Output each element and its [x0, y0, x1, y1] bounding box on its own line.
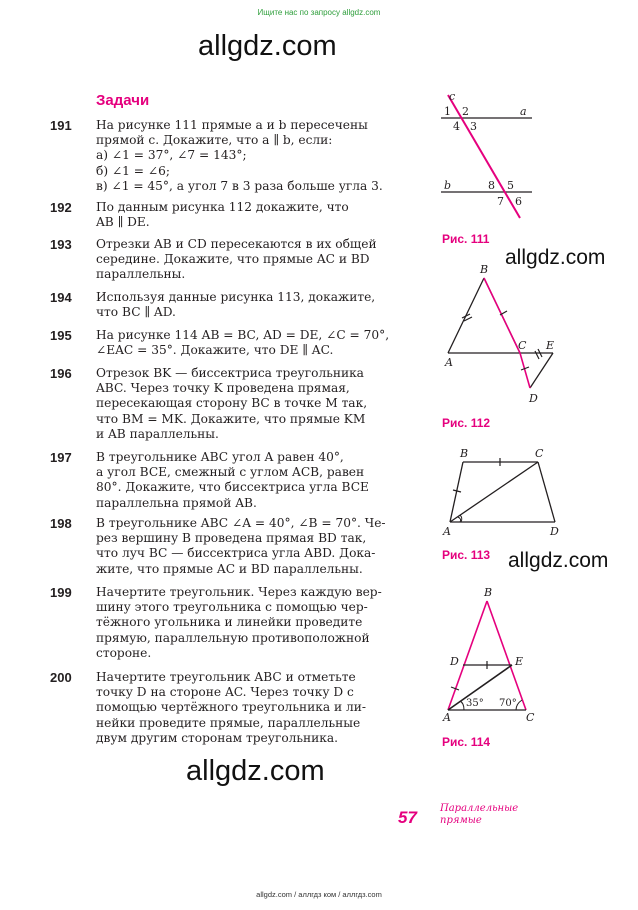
- problem-number: 195: [50, 328, 72, 343]
- problem-line: а) ∠1 = 37°, ∠7 = 143°;: [96, 148, 247, 163]
- problem-191: [50, 118, 422, 194]
- problem-line: Отрезок BK — биссектриса треугольника: [96, 366, 364, 380]
- problem-line: прямой c. Докажите, что a ∥ b, если:: [96, 133, 333, 148]
- angle-value-70: 70°: [499, 698, 517, 709]
- figure-112: [436, 260, 566, 410]
- problem-line: точку D на стороне AC. Через точку D с: [96, 685, 354, 700]
- diagonal-AC: [450, 462, 538, 522]
- footer-links: allgdz.com / аллгдз ком / аллгдз.com: [256, 890, 382, 899]
- watermark: allgdz.com: [198, 30, 337, 62]
- problem-number: 197: [50, 450, 72, 465]
- problem-195: [50, 328, 422, 358]
- angle-label-5: 5: [507, 179, 514, 192]
- vertex-E: E: [515, 655, 524, 668]
- problem-number: 196: [50, 366, 72, 381]
- line-c: [448, 95, 520, 218]
- segment-CD: [538, 462, 555, 522]
- problem-line: рез вершину B проведена прямая BD так,: [96, 531, 367, 546]
- vertex-A: A: [443, 711, 451, 724]
- problem-line: пересекающая сторону BC в точке M так,: [96, 396, 368, 411]
- problem-number: 193: [50, 237, 72, 252]
- problem-line: 80°. Докажите, что биссектриса угла BCE: [96, 480, 369, 495]
- problem-line: Отрезки AB и CD пересекаются в их общей: [96, 237, 377, 251]
- problem-line: двум другим сторонам треугольника.: [96, 730, 339, 745]
- problem-192: [50, 200, 422, 230]
- problem-line: ABC. Через точку K проведена прямая,: [96, 381, 350, 396]
- problem-number: 200: [50, 670, 72, 685]
- section-title-line: Параллельные: [440, 803, 519, 814]
- problem-line: параллельны.: [96, 267, 186, 282]
- problem-line: В треугольнике ABC ∠A = 40°, ∠B = 70°. Че-: [96, 516, 386, 530]
- angle-value-35: 35°: [466, 698, 484, 709]
- problem-number: 192: [50, 200, 72, 215]
- vertex-D: D: [450, 655, 459, 668]
- angle-arc: [460, 701, 464, 710]
- segment-ED: [530, 353, 553, 388]
- problem-line: а угол BCE, смежный с углом ACB, равен: [96, 465, 365, 480]
- problem-200: [50, 670, 422, 746]
- problem-line: жите, что прямые AC и BD параллельны.: [96, 561, 363, 576]
- problem-line: Используя данные рисунка 113, докажите,: [96, 290, 376, 304]
- problem-line: что луч BC — биссектриса угла ABD. Дока-: [96, 546, 376, 561]
- figure-113: [436, 442, 566, 542]
- problem-line: В треугольнике ABC угол A равен 40°,: [96, 450, 344, 464]
- page-number: 57: [398, 808, 417, 827]
- problem-line: AB ∥ DE.: [96, 215, 150, 230]
- problem-number: 191: [50, 118, 72, 133]
- problem-line: параллельна прямой AB.: [96, 495, 257, 510]
- figure-caption-112: Рис. 112: [442, 416, 491, 430]
- figure-caption-111: Рис. 111: [442, 232, 490, 246]
- vertex-B: B: [480, 263, 489, 276]
- vertex-C: C: [518, 339, 527, 352]
- watermark: allgdz.com: [508, 549, 609, 572]
- problem-line: стороне.: [96, 645, 152, 660]
- problem-199: [50, 585, 422, 661]
- section-heading: Задачи: [96, 92, 150, 109]
- angle-label-2: 2: [462, 105, 469, 118]
- vertex-A: A: [445, 356, 453, 369]
- watermark: allgdz.com: [186, 755, 325, 787]
- section-title: [440, 803, 518, 827]
- angle-label-8: 8: [488, 179, 495, 192]
- vertex-D: D: [529, 392, 538, 405]
- problem-line: ∠EAC = 35°. Докажите, что DE ∥ AC.: [96, 343, 334, 358]
- figure-114: [436, 584, 546, 729]
- watermark: allgdz.com: [505, 246, 606, 269]
- angle-arc: [458, 517, 461, 522]
- problem-line: шину этого треугольника с помощью чер-: [96, 600, 368, 615]
- section-title-line: прямые: [440, 815, 482, 826]
- problem-line: и AB параллельны.: [96, 426, 219, 441]
- angle-label-7: 7: [497, 195, 504, 208]
- problem-line: середине. Докажите, что прямые AC и BD: [96, 252, 370, 267]
- problem-196: [50, 366, 422, 442]
- vertex-B: B: [460, 447, 469, 460]
- figure-111: [436, 90, 536, 225]
- problem-line: нейки проведите прямые, параллельные: [96, 715, 361, 730]
- problem-number: 194: [50, 290, 72, 305]
- segment-BC-accent: [484, 278, 520, 353]
- figure-caption-113: Рис. 113: [442, 548, 491, 562]
- problem-line: что BC ∥ AD.: [96, 305, 176, 320]
- tick-mark: [535, 351, 539, 359]
- problem-number: 199: [50, 585, 72, 600]
- problem-line: Начертите треугольник. Через каждую вер-: [96, 585, 382, 599]
- angle-arc: [516, 700, 522, 710]
- label-a: a: [520, 105, 527, 118]
- problem-line: тёжного угольника и линейки проведите: [96, 615, 363, 630]
- top-search-note: Ищите нас по запросу allgdz.com: [257, 8, 381, 17]
- problem-194: [50, 290, 422, 320]
- vertex-C: C: [535, 447, 544, 460]
- figure-caption-114: Рис. 114: [442, 735, 491, 749]
- problem-line: б) ∠1 = ∠6;: [96, 163, 170, 178]
- problem-line: По данным рисунка 112 докажите, что: [96, 200, 349, 214]
- problem-number: 198: [50, 516, 72, 531]
- segment-BA: [450, 462, 463, 522]
- angle-label-1: 1: [444, 105, 451, 118]
- angle-label-3: 3: [470, 120, 477, 133]
- problem-line: помощью чертёжного треугольника и ли-: [96, 700, 367, 715]
- problem-line: что BM = MK. Докажите, что прямые KM: [96, 411, 366, 426]
- problem-line: Начертите треугольник ABC и отметьте: [96, 670, 356, 684]
- problem-line: прямую, параллельную противоположной: [96, 630, 370, 645]
- problem-193: [50, 237, 422, 283]
- vertex-C: C: [526, 711, 535, 724]
- problem-198: [50, 516, 422, 577]
- vertex-B: B: [484, 586, 493, 599]
- angle-label-6: 6: [515, 195, 522, 208]
- vertex-A: A: [443, 525, 451, 538]
- label-c: c: [449, 90, 456, 103]
- problem-line: в) ∠1 = 45°, а угол 7 в 3 раза больше угла 3.: [96, 178, 383, 193]
- vertex-E: E: [546, 339, 555, 352]
- problem-197: [50, 450, 422, 511]
- segment-CD: [520, 353, 530, 388]
- vertex-D: D: [550, 525, 559, 538]
- angle-label-4: 4: [453, 120, 460, 133]
- problem-line: На рисунке 114 AB = BC, AD = DE, ∠C = 70°,: [96, 328, 390, 342]
- label-b: b: [444, 179, 452, 192]
- problem-line: На рисунке 111 прямые a и b пересечены: [96, 118, 368, 132]
